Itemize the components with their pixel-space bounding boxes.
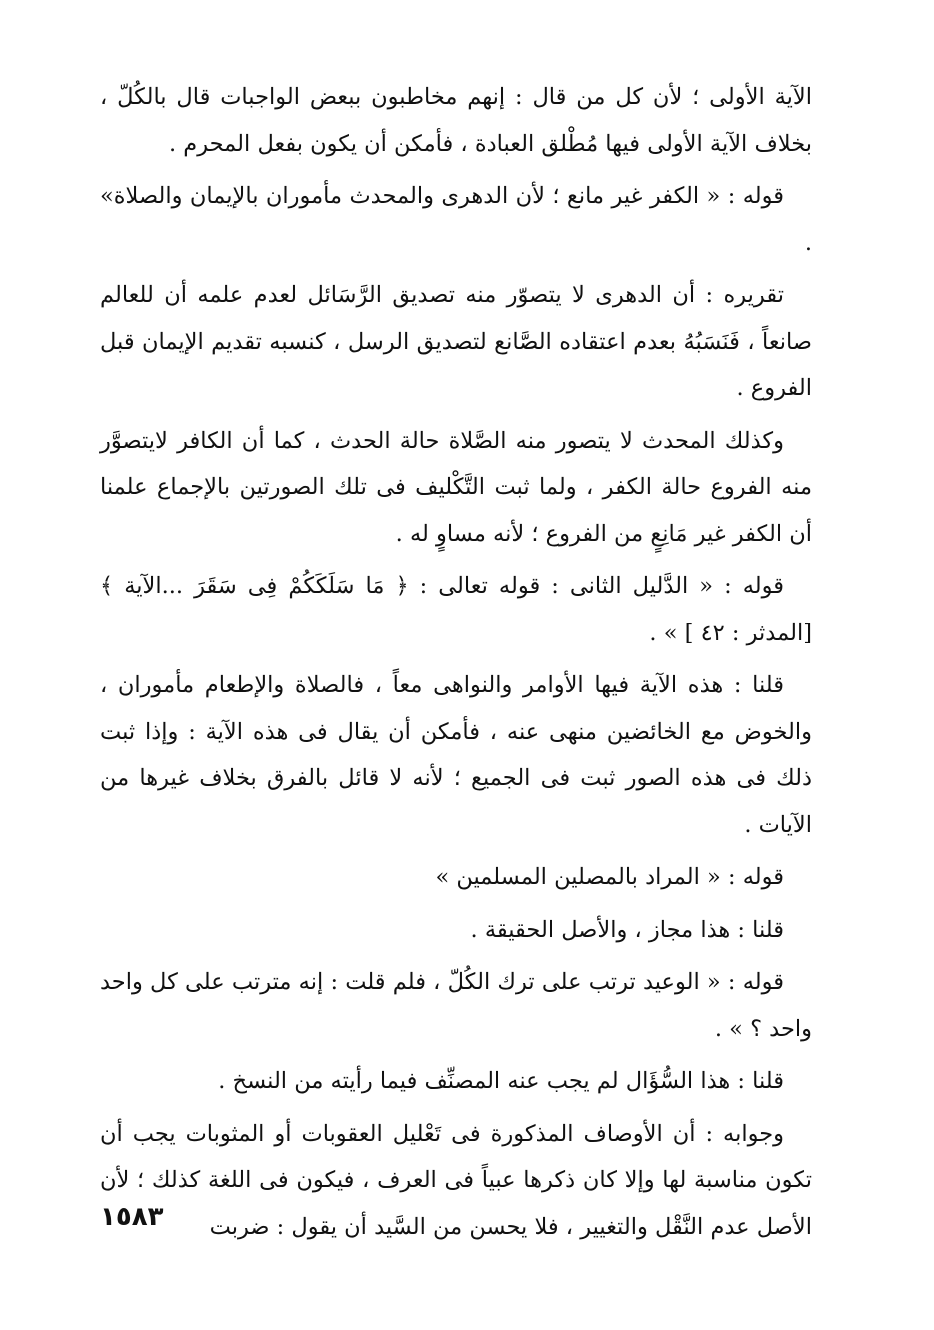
page-number: ١٥٨٣ [100, 1202, 164, 1232]
paragraph-9: قوله : « الوعيد ترتب على ترك الكُلّ ، فلم قلت : إنه مترتب على كل واحد واحد ؟ » . [100, 969, 812, 1042]
paragraph-8: قلنا : هذا مجاز ، والأصل الحقيقة . [470, 916, 784, 943]
paragraph-5: قوله : « الدَّليل الثانى : قوله تعالى : ﴿ مَا سَلَكَكُمْ فِى سَقَرَ ...الآية ﴾ [المدثر : ٤٢ ] » . [100, 573, 812, 646]
body-text [100, 74, 812, 1256]
paragraph-11: وجوابه : أن الأوصاف المذكورة فى تَعْليل العقوبات أو المثوبات يجب أن تكون مناسبة لها وإلا كان ذكرها عبياً فى العرف ، فيكون فى اللغة كذلك ؛ لأن الأصل عدم النَّقْل والتغيير ، فلا يحسن من السَّيد أن يقول : ضربت [100, 1120, 812, 1240]
paragraph-6: قلنا : هذه الآية فيها الأوامر والنواهى معاً ، فالصلاة والإطعام مأموران ، والخوض مع الخائضين منهى عنه ، فأمكن أن يقال فى هذه الآية : وإذا ثبت ذلك فى هذه الصور ثبت فى الجميع ؛ لأنه لا قائل بالفرق بخلاف غيرها من الآيات . [100, 672, 812, 838]
paragraph-4: وكذلك المحدث لا يتصور منه الصَّلاة حالة الحدث ، كما أن الكافر لايتصوَّر منه الفروع حالة الكفر ، ولما ثبت التَّكْليف فى تلك الصورتين بالإجماع علمنا أن الكفر غير مَانِعٍ من الفروع ؛ لأنه مساوٍ له . [100, 427, 812, 547]
paragraph-3: تقريره : أن الدهرى لا يتصوّر منه تصديق الرَّسَائل لعدم علمه أن للعالم صانعاً ، فَنَسَبُهُ بعدم اعتقاده الصَّانع لتصديق الرسل ، كنسبه تقديم الإيمان قبل الفروع . [100, 282, 812, 401]
paragraph-2: قوله : « الكفر غير مانع ؛ لأن الدهرى والمحدث مأموران بالإيمان والصلاة» . [100, 183, 812, 256]
paragraph-10: قلنا : هذا السُّؤَال لم يجب عنه المصنِّف فيما رأيته من النسخ . [218, 1068, 784, 1094]
paragraph-7: قوله : « المراد بالمصلين المسلمين » [435, 864, 784, 890]
paragraph-1: الآية الأولى ؛ لأن كل من قال : إنهم مخاطبون ببعض الواجبات قال بالكُلّ ، بخلاف الآية الأولى فيها مُطْلق العبادة ، فأمكن أن يكون بفعل المحرم . [100, 84, 812, 157]
